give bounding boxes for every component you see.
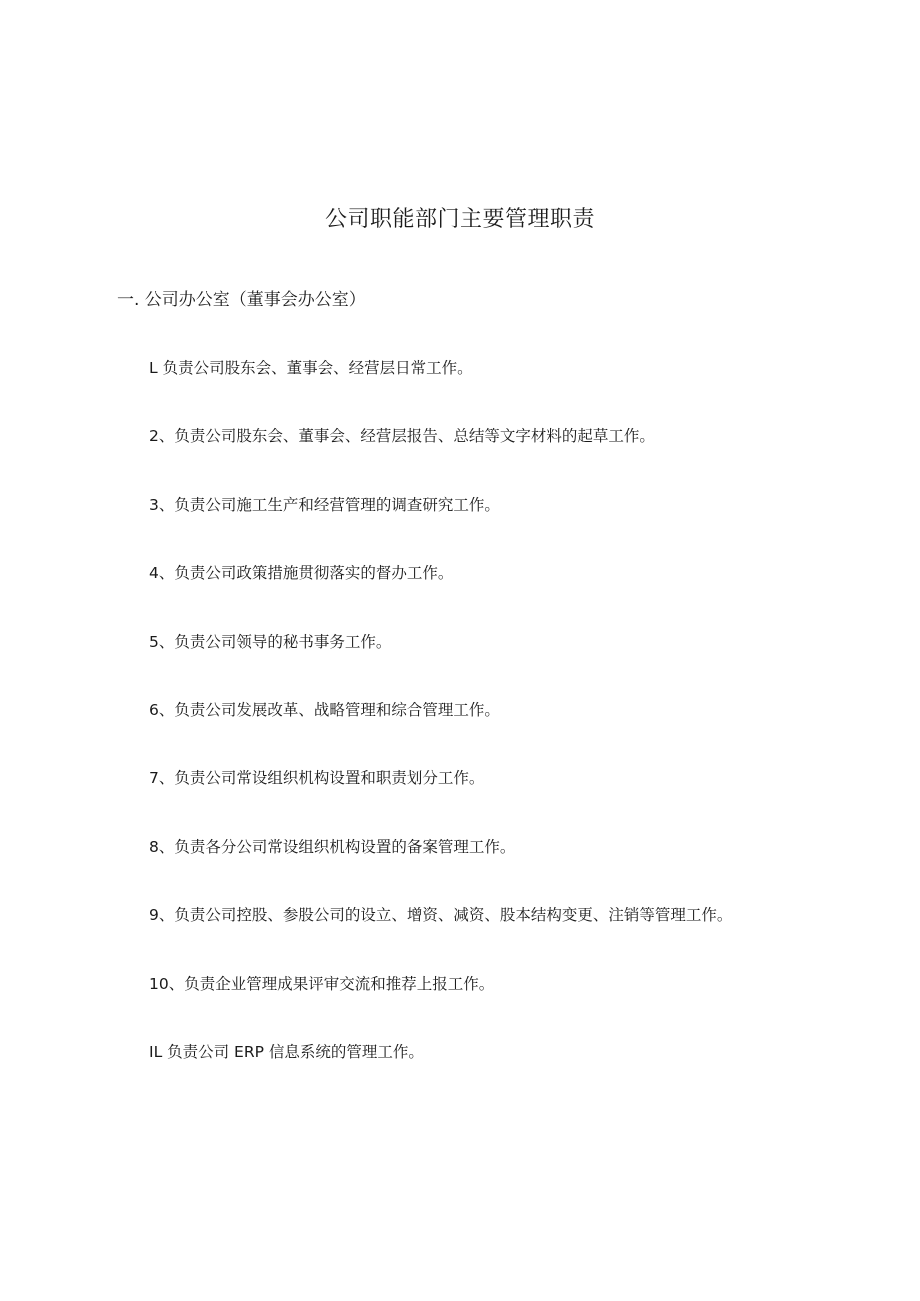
duty-item: 2、负责公司股东会、董事会、经营层报告、总结等文字材料的起草工作。 xyxy=(149,427,655,446)
duty-item: L 负责公司股东会、董事会、经营层日常工作。 xyxy=(149,359,473,377)
duty-item: 10、负责企业管理成果评审交流和推荐上报工作。 xyxy=(149,974,495,993)
duty-item: 8、负责各分公司常设组织机构设置的备案管理工作。 xyxy=(149,837,516,856)
duty-item: 4、负责公司政策措施贯彻落实的督办工作。 xyxy=(149,564,454,583)
duty-item: 3、负责公司施工生产和经营管理的调查研究工作。 xyxy=(149,495,500,514)
document-title: 公司职能部门主要管理职责 xyxy=(324,207,595,232)
duty-list xyxy=(149,356,732,1108)
duty-item: 5、负责公司领导的秘书事务工作。 xyxy=(149,632,392,651)
duty-item: 9、负责公司控股、参股公司的设立、增资、减资、股本结构变更、注销等管理工作。 xyxy=(149,906,733,925)
section-heading: 一. 公司办公室（董事会办公室） xyxy=(117,290,366,310)
duty-item: IL 负责公司 ERP 信息系统的管理工作。 xyxy=(149,1042,424,1061)
duty-item: 6、负责公司发展改革、战略管理和综合管理工作。 xyxy=(149,700,500,719)
duty-item: 7、负责公司常设组织机构设置和职责划分工作。 xyxy=(149,769,485,788)
